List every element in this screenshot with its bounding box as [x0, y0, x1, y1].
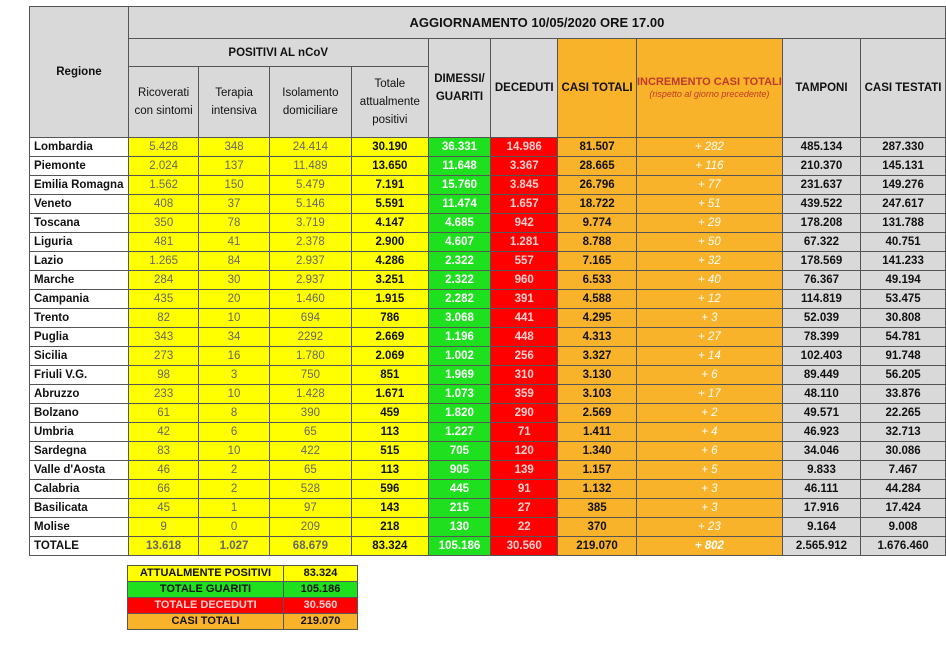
cell-deceduti: 448: [491, 328, 558, 347]
cell-incremento: + 51: [636, 195, 782, 214]
cell-incremento: + 40: [636, 271, 782, 290]
cell-dimessi: 215: [428, 499, 491, 518]
table-row: [30, 328, 946, 347]
cell-terapia: 84: [199, 252, 269, 271]
cell-dimessi: 36.331: [428, 138, 491, 157]
summary-label: CASI TOTALI: [128, 614, 284, 630]
cell-tamponi: 34.046: [782, 442, 860, 461]
cell-isolamento: 2.937: [269, 252, 351, 271]
cell-testati: 53.475: [861, 290, 946, 309]
cell-ricoverati: 1.265: [128, 252, 199, 271]
cell-incremento: + 17: [636, 385, 782, 404]
cell-incremento: + 3: [636, 499, 782, 518]
cell-ricoverati: 61: [128, 404, 199, 423]
cell-isolamento: 2292: [269, 328, 351, 347]
cell-isolamento: 2.378: [269, 233, 351, 252]
cell-totale: 5.591: [352, 195, 429, 214]
cell-terapia: 10: [199, 385, 269, 404]
cell-tamponi: 76.367: [782, 271, 860, 290]
header-regione: Regione: [30, 7, 129, 138]
cell-terapia: 37: [199, 195, 269, 214]
cell-terapia: 6: [199, 423, 269, 442]
summary-label: ATTUALMENTE POSITIVI: [128, 566, 284, 582]
table-row: [30, 461, 946, 480]
cell-casi: 3.130: [558, 366, 637, 385]
cell-tamponi: 102.403: [782, 347, 860, 366]
cell-deceduti: 139: [491, 461, 558, 480]
table-row: [30, 138, 946, 157]
cell-tamponi: 178.208: [782, 214, 860, 233]
cell-casi: 6.533: [558, 271, 637, 290]
cell-deceduti: 3.367: [491, 157, 558, 176]
cell-ricoverati: 5.428: [128, 138, 199, 157]
summary-row: [128, 614, 358, 630]
table-row: [30, 176, 946, 195]
cell-terapia: 150: [199, 176, 269, 195]
cell-regione: Campania: [30, 290, 129, 309]
cell-regione: Lazio: [30, 252, 129, 271]
cell-dimessi: 1.969: [428, 366, 491, 385]
table-row: [30, 233, 946, 252]
cell-regione: Puglia: [30, 328, 129, 347]
cell-incremento: + 282: [636, 138, 782, 157]
cell-isolamento: 24.414: [269, 138, 351, 157]
header-tamponi: TAMPONI: [782, 39, 860, 138]
cell-testati: 30.086: [861, 442, 946, 461]
cell-testati: 32.713: [861, 423, 946, 442]
cell-terapia: 1: [199, 499, 269, 518]
table-row: [30, 518, 946, 537]
cell-casi: 4.295: [558, 309, 637, 328]
header-ricoverati: Ricoverati con sintomi: [128, 67, 199, 138]
cell-regione: TOTALE: [30, 537, 129, 556]
cell-ricoverati: 45: [128, 499, 199, 518]
cell-dimessi: 1.073: [428, 385, 491, 404]
cell-testati: 49.194: [861, 271, 946, 290]
cell-incremento: + 77: [636, 176, 782, 195]
cell-casi: 8.788: [558, 233, 637, 252]
cell-casi: 3.327: [558, 347, 637, 366]
cell-deceduti: 27: [491, 499, 558, 518]
table-row: [30, 442, 946, 461]
cell-terapia: 348: [199, 138, 269, 157]
cell-ricoverati: 66: [128, 480, 199, 499]
cell-deceduti: 391: [491, 290, 558, 309]
cell-testati: 17.424: [861, 499, 946, 518]
cell-tamponi: 210.370: [782, 157, 860, 176]
table-row: [30, 195, 946, 214]
cell-testati: 56.205: [861, 366, 946, 385]
cell-isolamento: 1.780: [269, 347, 351, 366]
table-title: AGGIORNAMENTO 10/05/2020 ORE 17.00: [128, 7, 945, 39]
cell-incremento: + 6: [636, 442, 782, 461]
cell-testati: 7.467: [861, 461, 946, 480]
cell-deceduti: 290: [491, 404, 558, 423]
cell-deceduti: 557: [491, 252, 558, 271]
summary-row: [128, 566, 358, 582]
cell-casi: 1.132: [558, 480, 637, 499]
cell-regione: Valle d'Aosta: [30, 461, 129, 480]
cell-dimessi: 4.607: [428, 233, 491, 252]
cell-totale: 3.251: [352, 271, 429, 290]
cell-incremento: + 4: [636, 423, 782, 442]
table-row: [30, 404, 946, 423]
cell-casi: 4.588: [558, 290, 637, 309]
cell-casi: 81.507: [558, 138, 637, 157]
cell-casi: 370: [558, 518, 637, 537]
cell-regione: Emilia Romagna: [30, 176, 129, 195]
header-dimessi: DIMESSI/ GUARITI: [428, 39, 491, 138]
table-row: [30, 271, 946, 290]
cell-isolamento: 68.679: [269, 537, 351, 556]
cell-tamponi: 89.449: [782, 366, 860, 385]
cell-incremento: + 29: [636, 214, 782, 233]
cell-totale: 459: [352, 404, 429, 423]
cell-isolamento: 2.937: [269, 271, 351, 290]
cell-tamponi: 52.039: [782, 309, 860, 328]
cell-ricoverati: 82: [128, 309, 199, 328]
cell-casi: 18.722: [558, 195, 637, 214]
cell-testati: 141.233: [861, 252, 946, 271]
cell-testati: 30.808: [861, 309, 946, 328]
cell-totale: 4.147: [352, 214, 429, 233]
cell-deceduti: 71: [491, 423, 558, 442]
cell-tamponi: 48.110: [782, 385, 860, 404]
cell-incremento: + 14: [636, 347, 782, 366]
cell-isolamento: 694: [269, 309, 351, 328]
cell-ricoverati: 13.618: [128, 537, 199, 556]
cell-totale: 515: [352, 442, 429, 461]
cell-dimessi: 15.760: [428, 176, 491, 195]
cell-terapia: 16: [199, 347, 269, 366]
cell-deceduti: 14.986: [491, 138, 558, 157]
cell-terapia: 34: [199, 328, 269, 347]
header-deceduti: DECEDUTI: [491, 39, 558, 138]
cell-ricoverati: 83: [128, 442, 199, 461]
table-row: [30, 309, 946, 328]
cell-casi: 9.774: [558, 214, 637, 233]
cell-terapia: 2: [199, 461, 269, 480]
cell-regione: Abruzzo: [30, 385, 129, 404]
table-row: [30, 347, 946, 366]
cell-tamponi: 78.399: [782, 328, 860, 347]
cell-ricoverati: 435: [128, 290, 199, 309]
cell-totale: 7.191: [352, 176, 429, 195]
cell-dimessi: 130: [428, 518, 491, 537]
cell-casi: 385: [558, 499, 637, 518]
cell-ricoverati: 46: [128, 461, 199, 480]
cell-deceduti: 1.657: [491, 195, 558, 214]
cell-testati: 22.265: [861, 404, 946, 423]
cell-dimessi: 11.648: [428, 157, 491, 176]
cell-regione: Bolzano: [30, 404, 129, 423]
cell-incremento: + 802: [636, 537, 782, 556]
cell-tamponi: 9.164: [782, 518, 860, 537]
cell-testati: 9.008: [861, 518, 946, 537]
header-positivi-group: POSITIVI AL nCoV: [128, 39, 428, 67]
cell-dimessi: 1.820: [428, 404, 491, 423]
cell-isolamento: 1.460: [269, 290, 351, 309]
cell-regione: Basilicata: [30, 499, 129, 518]
cell-ricoverati: 408: [128, 195, 199, 214]
cell-incremento: + 116: [636, 157, 782, 176]
cell-testati: 54.781: [861, 328, 946, 347]
cell-tamponi: 178.569: [782, 252, 860, 271]
cell-regione: Sardegna: [30, 442, 129, 461]
cell-testati: 247.617: [861, 195, 946, 214]
cell-testati: 1.676.460: [861, 537, 946, 556]
header-incremento-note: (rispetto al giorno precedente): [649, 89, 770, 99]
table-row: [30, 157, 946, 176]
cell-totale: 1.671: [352, 385, 429, 404]
header-terapia: Terapia intensiva: [199, 67, 269, 138]
header-incremento-label: INCREMENTO CASI TOTALI: [636, 76, 782, 88]
cell-regione: Molise: [30, 518, 129, 537]
cell-tamponi: 439.522: [782, 195, 860, 214]
cell-dimessi: 1.002: [428, 347, 491, 366]
cell-totale: 113: [352, 423, 429, 442]
cell-tamponi: 2.565.912: [782, 537, 860, 556]
cell-totale: 2.069: [352, 347, 429, 366]
cell-incremento: + 5: [636, 461, 782, 480]
cell-isolamento: 390: [269, 404, 351, 423]
cell-testati: 145.131: [861, 157, 946, 176]
cell-terapia: 8: [199, 404, 269, 423]
cell-deceduti: 441: [491, 309, 558, 328]
cell-dimessi: 2.282: [428, 290, 491, 309]
summary-label: TOTALE GUARITI: [128, 582, 284, 598]
cell-terapia: 30: [199, 271, 269, 290]
cell-dimessi: 105.186: [428, 537, 491, 556]
cell-totale: 218: [352, 518, 429, 537]
cell-testati: 131.788: [861, 214, 946, 233]
summary-value: 83.324: [284, 566, 358, 582]
header-casi-testati: CASI TESTATI: [861, 39, 946, 138]
cell-totale: 13.650: [352, 157, 429, 176]
cell-incremento: + 32: [636, 252, 782, 271]
cell-dimessi: 3.068: [428, 309, 491, 328]
cell-terapia: 41: [199, 233, 269, 252]
cell-tamponi: 17.916: [782, 499, 860, 518]
cell-incremento: + 23: [636, 518, 782, 537]
cell-totale: 2.669: [352, 328, 429, 347]
cell-totale: 1.915: [352, 290, 429, 309]
cell-ricoverati: 98: [128, 366, 199, 385]
cell-regione: Sicilia: [30, 347, 129, 366]
summary-row: [128, 598, 358, 614]
header-casi-totali: CASI TOTALI: [558, 39, 637, 138]
cell-dimessi: 4.685: [428, 214, 491, 233]
cell-deceduti: 942: [491, 214, 558, 233]
cell-isolamento: 209: [269, 518, 351, 537]
cell-incremento: + 3: [636, 480, 782, 499]
cell-deceduti: 30.560: [491, 537, 558, 556]
table-row: [30, 423, 946, 442]
cell-terapia: 2: [199, 480, 269, 499]
cell-isolamento: 422: [269, 442, 351, 461]
cell-casi: 1.157: [558, 461, 637, 480]
table-row: [30, 499, 946, 518]
cell-tamponi: 231.637: [782, 176, 860, 195]
cell-isolamento: 65: [269, 461, 351, 480]
cell-dimessi: 2.322: [428, 252, 491, 271]
table-row: [30, 385, 946, 404]
cell-regione: Calabria: [30, 480, 129, 499]
cell-totale: 30.190: [352, 138, 429, 157]
cell-terapia: 78: [199, 214, 269, 233]
cell-tamponi: 485.134: [782, 138, 860, 157]
cell-testati: 44.284: [861, 480, 946, 499]
cell-regione: Umbria: [30, 423, 129, 442]
cell-casi: 3.103: [558, 385, 637, 404]
cell-terapia: 10: [199, 309, 269, 328]
cell-tamponi: 46.111: [782, 480, 860, 499]
cell-testati: 33.876: [861, 385, 946, 404]
cell-dimessi: 905: [428, 461, 491, 480]
covid-regional-table: [29, 6, 946, 556]
cell-tamponi: 9.833: [782, 461, 860, 480]
cell-isolamento: 65: [269, 423, 351, 442]
cell-incremento: + 2: [636, 404, 782, 423]
header-totale-positivi: Totale attualmente positivi: [352, 67, 429, 138]
table-row: [30, 252, 946, 271]
cell-testati: 91.748: [861, 347, 946, 366]
cell-tamponi: 67.322: [782, 233, 860, 252]
cell-isolamento: 11.489: [269, 157, 351, 176]
header-isolamento: Isolamento domiciliare: [269, 67, 351, 138]
cell-totale: 4.286: [352, 252, 429, 271]
cell-dimessi: 445: [428, 480, 491, 499]
cell-deceduti: 3.845: [491, 176, 558, 195]
cell-terapia: 137: [199, 157, 269, 176]
cell-incremento: + 50: [636, 233, 782, 252]
cell-casi: 4.313: [558, 328, 637, 347]
cell-isolamento: 1.428: [269, 385, 351, 404]
cell-ricoverati: 350: [128, 214, 199, 233]
header-incremento: [636, 39, 782, 138]
cell-dimessi: 1.227: [428, 423, 491, 442]
summary-value: 105.186: [284, 582, 358, 598]
summary-table: [127, 565, 358, 630]
cell-dimessi: 11.474: [428, 195, 491, 214]
cell-incremento: + 6: [636, 366, 782, 385]
cell-casi: 28.665: [558, 157, 637, 176]
table-row: [30, 214, 946, 233]
cell-ricoverati: 1.562: [128, 176, 199, 195]
cell-testati: 149.276: [861, 176, 946, 195]
cell-regione: Piemonte: [30, 157, 129, 176]
cell-isolamento: 97: [269, 499, 351, 518]
cell-totale: 143: [352, 499, 429, 518]
summary-value: 219.070: [284, 614, 358, 630]
cell-testati: 287.330: [861, 138, 946, 157]
cell-deceduti: 91: [491, 480, 558, 499]
cell-terapia: 1.027: [199, 537, 269, 556]
cell-terapia: 20: [199, 290, 269, 309]
cell-dimessi: 2.322: [428, 271, 491, 290]
cell-tamponi: 46.923: [782, 423, 860, 442]
cell-regione: Veneto: [30, 195, 129, 214]
cell-incremento: + 12: [636, 290, 782, 309]
cell-dimessi: 1.196: [428, 328, 491, 347]
cell-ricoverati: 343: [128, 328, 199, 347]
cell-regione: Liguria: [30, 233, 129, 252]
cell-ricoverati: 42: [128, 423, 199, 442]
cell-regione: Toscana: [30, 214, 129, 233]
cell-ricoverati: 9: [128, 518, 199, 537]
cell-terapia: 3: [199, 366, 269, 385]
cell-isolamento: 5.479: [269, 176, 351, 195]
cell-incremento: + 27: [636, 328, 782, 347]
cell-regione: Lombardia: [30, 138, 129, 157]
table-row: [30, 366, 946, 385]
summary-value: 30.560: [284, 598, 358, 614]
table-row: [30, 480, 946, 499]
cell-deceduti: 1.281: [491, 233, 558, 252]
total-row: [30, 537, 946, 556]
cell-casi: 219.070: [558, 537, 637, 556]
cell-totale: 83.324: [352, 537, 429, 556]
cell-casi: 1.411: [558, 423, 637, 442]
cell-regione: Marche: [30, 271, 129, 290]
cell-testati: 40.751: [861, 233, 946, 252]
cell-ricoverati: 273: [128, 347, 199, 366]
cell-deceduti: 310: [491, 366, 558, 385]
cell-casi: 1.340: [558, 442, 637, 461]
cell-totale: 596: [352, 480, 429, 499]
cell-incremento: + 3: [636, 309, 782, 328]
cell-totale: 2.900: [352, 233, 429, 252]
cell-isolamento: 750: [269, 366, 351, 385]
cell-isolamento: 5.146: [269, 195, 351, 214]
cell-casi: 7.165: [558, 252, 637, 271]
cell-deceduti: 960: [491, 271, 558, 290]
cell-ricoverati: 2.024: [128, 157, 199, 176]
cell-terapia: 10: [199, 442, 269, 461]
cell-totale: 851: [352, 366, 429, 385]
cell-deceduti: 359: [491, 385, 558, 404]
cell-tamponi: 49.571: [782, 404, 860, 423]
cell-ricoverati: 233: [128, 385, 199, 404]
cell-totale: 786: [352, 309, 429, 328]
cell-isolamento: 528: [269, 480, 351, 499]
summary-row: [128, 582, 358, 598]
cell-terapia: 0: [199, 518, 269, 537]
cell-deceduti: 120: [491, 442, 558, 461]
cell-casi: 26.796: [558, 176, 637, 195]
cell-tamponi: 114.819: [782, 290, 860, 309]
cell-dimessi: 705: [428, 442, 491, 461]
summary-label: TOTALE DECEDUTI: [128, 598, 284, 614]
cell-casi: 2.569: [558, 404, 637, 423]
cell-regione: Friuli V.G.: [30, 366, 129, 385]
cell-deceduti: 22: [491, 518, 558, 537]
cell-totale: 113: [352, 461, 429, 480]
cell-ricoverati: 284: [128, 271, 199, 290]
cell-deceduti: 256: [491, 347, 558, 366]
table-row: [30, 290, 946, 309]
cell-isolamento: 3.719: [269, 214, 351, 233]
cell-regione: Trento: [30, 309, 129, 328]
cell-ricoverati: 481: [128, 233, 199, 252]
